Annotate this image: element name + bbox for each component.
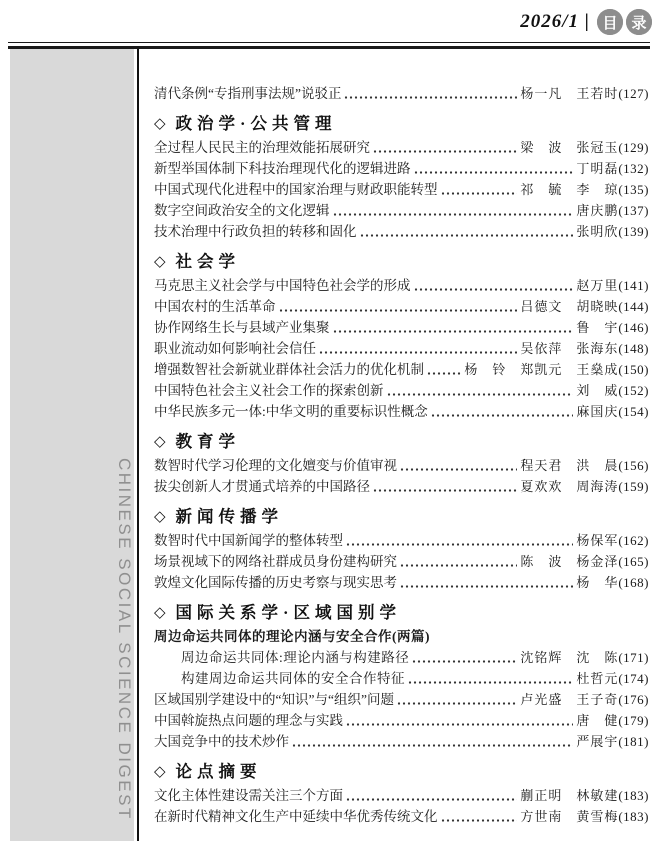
toc-entry bbox=[154, 668, 649, 689]
entry-authors: 梁 波 张冠玉 bbox=[520, 140, 619, 155]
dot-leader bbox=[346, 797, 517, 802]
entry-page: (146) bbox=[618, 320, 649, 335]
diamond-icon: ◇ bbox=[154, 254, 166, 270]
entry-page: (179) bbox=[618, 713, 649, 728]
entry-title: 敦煌文化国际传播的历史考察与现实思考 bbox=[154, 575, 397, 590]
dot-leader bbox=[373, 149, 517, 154]
entry-title: 中国斡旋热点问题的理念与实践 bbox=[154, 713, 343, 728]
toc-entry bbox=[154, 572, 649, 593]
toc-entry bbox=[154, 530, 649, 551]
toc-section-heading bbox=[154, 602, 649, 624]
toc-entry bbox=[154, 401, 649, 422]
entry-page: (144) bbox=[618, 299, 649, 314]
dot-leader bbox=[400, 584, 573, 589]
entry-title: 中国式现代化进程中的国家治理与财政职能转型 bbox=[154, 182, 438, 197]
entry-title: 清代条例“专指刑事法规”说驳正 bbox=[154, 86, 342, 101]
section-title: 论点摘要 bbox=[175, 762, 262, 781]
entry-title: 文化主体性建设需关注三个方面 bbox=[154, 788, 343, 803]
dot-leader bbox=[441, 191, 518, 196]
entry-page: (174) bbox=[618, 671, 649, 686]
entry-page: (137) bbox=[618, 203, 649, 218]
toc-entry bbox=[154, 200, 649, 221]
dot-leader bbox=[319, 350, 517, 355]
contents-logo bbox=[597, 9, 652, 35]
contents-logo-badge-icon: 目 bbox=[597, 9, 623, 35]
entry-authors: 杨一凡 王若时 bbox=[520, 86, 619, 101]
toc-entry bbox=[154, 785, 649, 806]
entry-title: 新型举国体制下科技治理现代化的逻辑进路 bbox=[154, 161, 411, 176]
entry-title: 马克思主义社会学与中国特色社会学的形成 bbox=[154, 278, 411, 293]
toc-section-heading bbox=[154, 431, 649, 453]
toc-entry bbox=[154, 689, 649, 710]
entry-page: (139) bbox=[618, 224, 649, 239]
entry-page: (165) bbox=[618, 554, 649, 569]
entry-page: (135) bbox=[618, 182, 649, 197]
toc-entry bbox=[154, 731, 649, 752]
entry-page: (183) bbox=[618, 809, 649, 824]
dot-leader bbox=[346, 542, 573, 547]
dot-leader bbox=[441, 818, 518, 823]
toc-entry bbox=[154, 296, 649, 317]
toc-section-heading bbox=[154, 506, 649, 528]
toc-entry bbox=[154, 710, 649, 731]
entry-page: (141) bbox=[618, 278, 649, 293]
entry-authors: 赵万里 bbox=[576, 278, 619, 293]
dot-leader bbox=[431, 413, 574, 418]
entry-authors: 唐 健 bbox=[576, 713, 619, 728]
dot-leader bbox=[333, 212, 574, 217]
dot-leader bbox=[279, 308, 518, 313]
dot-leader bbox=[427, 371, 461, 376]
toc-section-heading bbox=[154, 251, 649, 273]
toc-entry bbox=[154, 338, 649, 359]
sidebar bbox=[10, 49, 134, 841]
toc-entry bbox=[154, 221, 649, 242]
toc-entry bbox=[154, 647, 649, 668]
toc-entry bbox=[154, 455, 649, 476]
entry-page: (159) bbox=[618, 479, 649, 494]
entry-authors: 鲁 宇 bbox=[576, 320, 619, 335]
entry-authors: 严展宇 bbox=[576, 734, 619, 749]
toc-entry bbox=[154, 317, 649, 338]
section-title: 新闻传播学 bbox=[175, 507, 284, 526]
entry-page: (183) bbox=[618, 788, 649, 803]
dot-leader bbox=[346, 722, 573, 727]
entry-page: (154) bbox=[618, 404, 649, 419]
entry-page: (152) bbox=[618, 383, 649, 398]
toc-entry bbox=[154, 83, 649, 104]
entry-authors: 丁明磊 bbox=[576, 161, 619, 176]
dot-leader bbox=[387, 392, 574, 397]
header-rule bbox=[8, 42, 650, 49]
dot-leader bbox=[292, 743, 573, 748]
entry-authors: 杜哲元 bbox=[576, 671, 619, 686]
entry-page: (127) bbox=[618, 86, 649, 101]
entry-authors: 程天君 洪 晨 bbox=[520, 458, 619, 473]
entry-page: (162) bbox=[618, 533, 649, 548]
entry-authors: 陈 波 杨金泽 bbox=[520, 554, 619, 569]
section-title: 社会学 bbox=[175, 252, 241, 271]
entry-title: 数字空间政治安全的文化逻辑 bbox=[154, 203, 330, 218]
entry-authors: 刘 威 bbox=[576, 383, 619, 398]
toc-entry bbox=[154, 137, 649, 158]
sidebar-journal-title: CHINESE SOCIAL SCIENCE DIGEST bbox=[115, 458, 134, 821]
entry-title: 拔尖创新人才贯通式培养的中国路径 bbox=[154, 479, 370, 494]
entry-page: (171) bbox=[618, 650, 649, 665]
diamond-icon: ◇ bbox=[154, 605, 166, 621]
entry-authors: 夏欢欢 周海涛 bbox=[520, 479, 619, 494]
entry-authors: 卢光盛 王子奇 bbox=[520, 692, 619, 707]
dot-leader bbox=[333, 329, 574, 334]
entry-title: 增强数智社会新就业群体社会活力的优化机制 bbox=[154, 362, 424, 377]
toc-entry bbox=[154, 380, 649, 401]
section-title: 教育学 bbox=[175, 432, 241, 451]
entry-page: (148) bbox=[618, 341, 649, 356]
entry-authors: 沈铭辉 沈 陈 bbox=[520, 650, 619, 665]
dot-leader bbox=[400, 467, 517, 472]
section-title: 国际关系学·区域国别学 bbox=[175, 603, 402, 622]
entry-authors: 张明欣 bbox=[576, 224, 619, 239]
entry-title: 构建周边命运共同体的安全合作特征 bbox=[181, 671, 405, 686]
entry-authors: 蒯正明 林敏建 bbox=[520, 788, 619, 803]
toc-entry bbox=[154, 551, 649, 572]
entry-authors: 唐庆鹏 bbox=[576, 203, 619, 218]
entry-title: 周边命运共同体的理论内涵与安全合作(两篇) bbox=[154, 629, 430, 644]
entry-title: 协作网络生长与县域产业集聚 bbox=[154, 320, 330, 335]
entry-title: 场景视域下的网络社群成员身份建构研究 bbox=[154, 554, 397, 569]
entry-authors: 吴依萍 张海东 bbox=[520, 341, 619, 356]
toc-entry bbox=[154, 359, 649, 380]
dot-leader bbox=[400, 563, 517, 568]
entry-page: (129) bbox=[618, 140, 649, 155]
page-body bbox=[0, 49, 657, 841]
entry-page: (132) bbox=[618, 161, 649, 176]
dot-leader bbox=[373, 488, 517, 493]
entry-page: (156) bbox=[618, 458, 649, 473]
entry-authors: 祁 毓 李 琼 bbox=[520, 182, 619, 197]
entry-title: 周边命运共同体:理论内涵与构建路径 bbox=[181, 650, 410, 665]
dot-leader bbox=[408, 680, 573, 685]
section-title: 政治学·公共管理 bbox=[175, 114, 337, 133]
dot-leader bbox=[414, 170, 574, 175]
entry-title: 职业流动如何影响社会信任 bbox=[154, 341, 316, 356]
entry-page: (176) bbox=[618, 692, 649, 707]
entry-title: 数智时代中国新闻学的整体转型 bbox=[154, 533, 343, 548]
toc bbox=[139, 49, 657, 841]
entry-authors: 杨 华 bbox=[576, 575, 619, 590]
dot-leader bbox=[414, 287, 574, 292]
dot-leader bbox=[360, 233, 574, 238]
toc-entry bbox=[154, 806, 649, 827]
entry-authors: 杨保军 bbox=[576, 533, 619, 548]
toc-entry bbox=[154, 476, 649, 497]
entry-title: 在新时代精神文化生产中延续中华优秀传统文化 bbox=[154, 809, 438, 824]
entry-authors: 方世南 黄雪梅 bbox=[520, 809, 619, 824]
entry-page: (181) bbox=[618, 734, 649, 749]
toc-section-heading bbox=[154, 761, 649, 783]
entry-title: 区域国别学建设中的“知识”与“组织”问题 bbox=[154, 692, 394, 707]
toc-entry bbox=[154, 626, 649, 647]
toc-entry bbox=[154, 179, 649, 200]
contents-logo-badge-icon: 录 bbox=[626, 9, 652, 35]
toc-entry bbox=[154, 275, 649, 296]
entry-title: 中国农村的生活革命 bbox=[154, 299, 276, 314]
diamond-icon: ◇ bbox=[154, 434, 166, 450]
entry-authors: 吕德文 胡晓映 bbox=[520, 299, 619, 314]
issue-header bbox=[520, 9, 652, 35]
entry-authors: 麻国庆 bbox=[576, 404, 619, 419]
dot-leader bbox=[344, 95, 517, 100]
entry-title: 大国竞争中的技术炒作 bbox=[154, 734, 289, 749]
entry-page: (150) bbox=[618, 362, 649, 377]
dot-leader bbox=[412, 659, 517, 664]
diamond-icon: ◇ bbox=[154, 764, 166, 780]
issue-label: 2026/1 | bbox=[520, 11, 590, 32]
diamond-icon: ◇ bbox=[154, 509, 166, 525]
entry-authors: 杨 铃 郑凯元 王燊成 bbox=[464, 362, 619, 377]
entry-title: 数智时代学习伦理的文化嬗变与价值审视 bbox=[154, 458, 397, 473]
header-rule-thin bbox=[8, 42, 650, 43]
diamond-icon: ◇ bbox=[154, 116, 166, 132]
toc-entry bbox=[154, 158, 649, 179]
entry-page: (168) bbox=[618, 575, 649, 590]
entry-title: 中华民族多元一体:中华文明的重要标识性概念 bbox=[154, 404, 428, 419]
entry-title: 技术治理中行政负担的转移和固化 bbox=[154, 224, 357, 239]
entry-title: 全过程人民民主的治理效能拓展研究 bbox=[154, 140, 370, 155]
entry-title: 中国特色社会主义社会工作的探索创新 bbox=[154, 383, 384, 398]
toc-section-heading bbox=[154, 113, 649, 135]
dot-leader bbox=[397, 701, 517, 706]
